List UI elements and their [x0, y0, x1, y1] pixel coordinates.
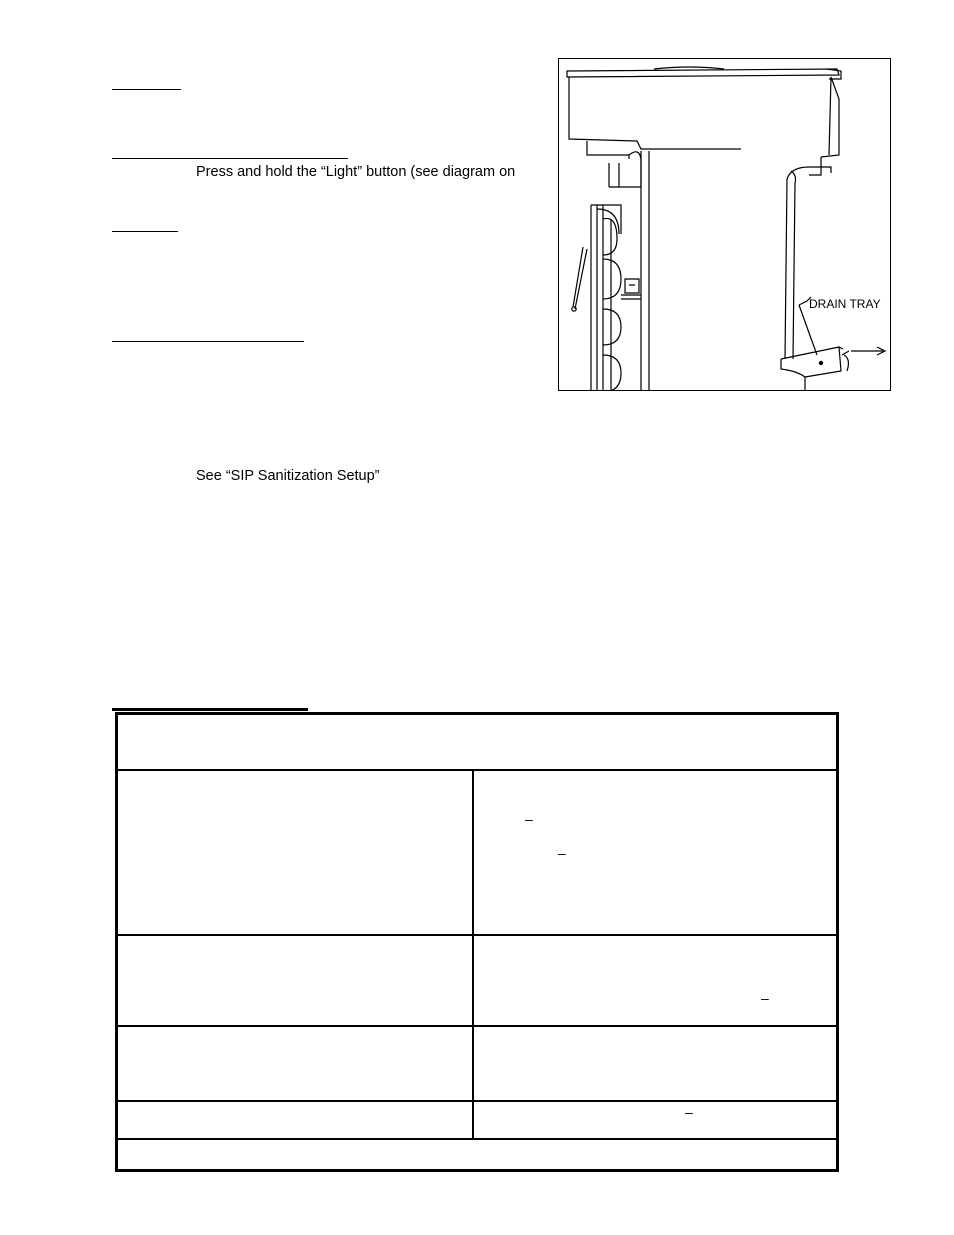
heading-underline-1: [112, 89, 181, 90]
table-row-divider: [118, 1138, 836, 1140]
heading-underline-4: [112, 341, 304, 342]
heading-underline-3: [112, 231, 178, 232]
table-row-divider: [118, 1100, 836, 1102]
table-title-underline: [112, 708, 308, 711]
drain-tray-label: DRAIN TRAY: [809, 297, 881, 311]
sip-sanitization-reference: See “SIP Sanitization Setup”: [196, 468, 380, 484]
dispenser-drawing: [559, 59, 891, 391]
table-row-divider: [118, 934, 836, 936]
table-dash-mark: –: [558, 845, 566, 861]
table-dash-mark: –: [685, 1104, 693, 1120]
table-dash-mark: –: [761, 990, 769, 1006]
table-column-divider: [472, 769, 474, 1138]
data-table: [115, 712, 839, 1172]
table-row-divider: [118, 1025, 836, 1027]
dispenser-drain-tray-diagram: [558, 58, 891, 391]
heading-underline-2: [112, 158, 348, 159]
table-row-divider: [118, 769, 836, 771]
light-button-instruction: Press and hold the “Light” button (see diagram on: [196, 164, 516, 180]
table-dash-mark: –: [525, 811, 533, 827]
